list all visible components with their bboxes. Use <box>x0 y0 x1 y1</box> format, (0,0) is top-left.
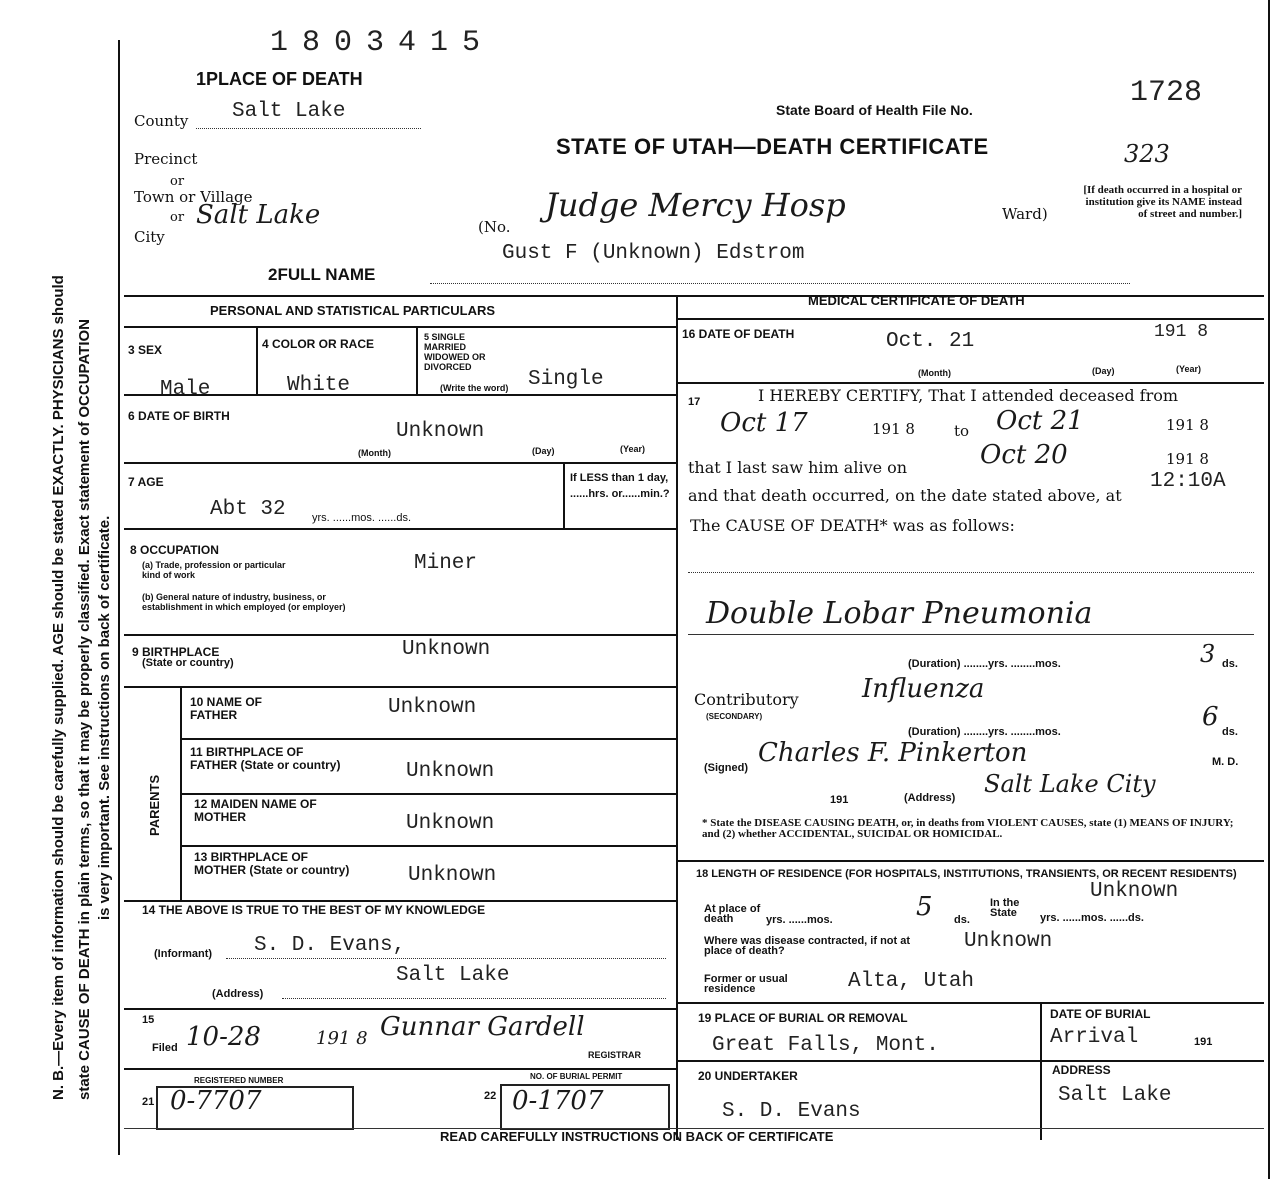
undertaker-value: S. D. Evans <box>722 1100 861 1123</box>
footnote: * State the DISEASE CAUSING DEATH, or, in deaths from VIOLENT CAUSES, state (1) MEANS OF INJURY; and (2) whether ACCIDENTAL, SUICIDAL OR HOMICIDAL. <box>702 817 1234 840</box>
medical-heading: MEDICAL CERTIFICATE OF DEATH <box>808 293 1025 308</box>
burial-permit-box <box>500 1084 670 1130</box>
col-line <box>563 462 565 528</box>
row-line <box>180 845 676 847</box>
signed-label: (Signed) <box>704 762 748 774</box>
marital-note: (Write the word) <box>440 383 509 393</box>
right-border <box>1268 0 1270 1179</box>
col-line <box>256 326 258 395</box>
place-ds: ds. <box>954 914 970 926</box>
cause-value: Double Lobar Pneumonia <box>706 596 1093 631</box>
row-line <box>124 686 676 688</box>
board-label: State Board of Health File No. <box>776 102 973 118</box>
occupation-value: Miner <box>414 552 478 575</box>
time-value: 12:10A <box>1150 470 1226 493</box>
row-line <box>676 860 1264 862</box>
file-no: 1728 <box>1130 76 1203 110</box>
birthplace-sub: (State or country) <box>142 657 234 669</box>
or-2: or <box>170 210 185 225</box>
address-year: 191 <box>830 794 849 806</box>
undertaker-address-label: ADDRESS <box>1052 1063 1111 1077</box>
dob-value: Unknown <box>396 420 485 443</box>
row-line <box>676 1060 1264 1062</box>
side-note-2: state CAUSE OF DEATH in plain terms, so that it may be properly classified. Exact statement of OCCUPATION <box>76 319 93 1100</box>
cause-label: The CAUSE OF DEATH* was as follows: <box>690 516 1015 535</box>
duration-label: (Duration) ........yrs. ........mos. <box>908 658 1061 670</box>
medical-address-value: Salt Lake City <box>984 770 1156 798</box>
ds-2: ds. <box>1222 726 1238 738</box>
row-line <box>124 1008 676 1010</box>
row-line <box>124 1068 676 1070</box>
duration-days: 3 <box>1200 640 1216 668</box>
dob-year: (Year) <box>620 444 646 454</box>
color-value: White <box>287 374 351 397</box>
father-name-value: Unknown <box>388 696 477 719</box>
row-line <box>124 394 676 396</box>
dob-month: (Month) <box>358 448 391 458</box>
md-label: M. D. <box>1212 756 1239 768</box>
informant-label: (Informant) <box>154 948 213 960</box>
informant-line <box>226 958 666 959</box>
attended-from-year: 191 8 <box>872 420 915 438</box>
file-stamp: 1803415 <box>270 26 495 60</box>
certify-text: I HEREBY CERTIFY, That I attended deceased from <box>758 386 1179 405</box>
col-line <box>1040 1002 1042 1140</box>
row-line <box>180 793 676 795</box>
row-line <box>124 528 676 530</box>
last-saw-value: Oct 20 <box>980 440 1068 470</box>
side-note-1: N. B.—Every item of information should be carefully supplied. AGE should be stated EXACTLY. PHYSICIANS should <box>50 275 67 1100</box>
county-label: County <box>134 112 189 130</box>
ward-label: Ward) <box>1002 205 1048 223</box>
father-bp-label: 11 BIRTHPLACE OF FATHER (State or country) <box>190 745 341 772</box>
state-label: In the State <box>990 897 1020 919</box>
less-than: If LESS than 1 day, ......hrs. or......min.? <box>570 472 670 500</box>
town-label: Town or Village <box>134 188 253 206</box>
dod-day: (Day) <box>1092 366 1115 376</box>
undertaker-address-value: Salt Lake <box>1058 1084 1172 1107</box>
marital-value: Single <box>528 368 604 391</box>
dod-yr: (Year) <box>1176 364 1202 374</box>
attended-to: Oct 21 <box>996 406 1084 436</box>
former-label: Former or usual residence <box>704 973 788 995</box>
no-label: (No. <box>478 218 511 236</box>
mother-name-label: 12 MAIDEN NAME OF MOTHER <box>194 797 317 824</box>
name-line <box>430 283 1130 284</box>
filed-label: Filed <box>152 1042 178 1054</box>
registrar-signature: Gunnar Gardell <box>380 1012 585 1042</box>
burial-permit-value: 0-1707 <box>512 1086 604 1116</box>
cause-underline <box>688 634 1254 635</box>
age-label: 7 AGE <box>128 475 164 489</box>
birthplace-value: Unknown <box>402 638 491 661</box>
registered-number-box <box>156 1086 354 1130</box>
contracted-label: Where was disease contracted, if not at place of death? <box>704 935 911 957</box>
registered-number-value: 0-7707 <box>170 1086 262 1116</box>
side-note-3: is very important. See instructions on back of certificate. <box>96 515 113 920</box>
address-label: (Address) <box>212 988 264 1000</box>
secondary-label: (SECONDARY) <box>706 712 763 721</box>
dod-year: 191 8 <box>1154 322 1209 342</box>
sex-value: Male <box>160 378 211 401</box>
marital-label: 5 SINGLE MARRIED WIDOWED OR DIVORCED <box>424 332 486 372</box>
occurred-text: and that death occurred, on the date stated above, at <box>688 486 1122 505</box>
place-days: 5 <box>916 892 933 922</box>
dod-value: Oct. 21 <box>886 330 975 353</box>
hospital-note: [If death occurred in a hospital or institution give its NAME instead of street and number.] <box>1083 184 1242 220</box>
contributory-value: Influenza <box>862 674 985 704</box>
row-line <box>676 382 1264 384</box>
personal-heading: PERSONAL AND STATISTICAL PARTICULARS <box>210 303 496 318</box>
filed-num: 15 <box>142 1014 155 1026</box>
attended-from: Oct 17 <box>720 408 808 438</box>
state-units: yrs. ......mos. ......ds. <box>1040 912 1144 924</box>
burial-date-value: Arrival <box>1050 1026 1139 1049</box>
filed-year: 191 8 <box>316 1028 368 1049</box>
title: STATE OF UTAH—DEATH CERTIFICATE <box>556 134 989 159</box>
burial-permit-label: NO. OF BURIAL PERMIT <box>530 1072 623 1081</box>
county-value: Salt Lake <box>232 100 346 123</box>
to-label: to <box>954 422 970 440</box>
row-line <box>676 318 1264 320</box>
state-value: Unknown <box>1090 880 1179 903</box>
residence-label: 18 LENGTH OF RESIDENCE (FOR HOSPITALS, INSTITUTIONS, TRANSIENTS, OR RECENT RESIDENTS) <box>696 868 1237 880</box>
duration2-days: 6 <box>1202 702 1219 732</box>
dob-label: 6 DATE OF BIRTH <box>128 409 230 423</box>
row-line <box>124 900 676 902</box>
footer: READ CAREFULLY INSTRUCTIONS ON BACK OF CERTIFICATE <box>440 1129 834 1144</box>
row-line <box>676 1002 1264 1004</box>
dod-month: (Month) <box>918 368 951 378</box>
informant-value: S. D. Evans, <box>254 934 406 957</box>
address-value: Salt Lake <box>396 964 510 987</box>
dod-label: 16 DATE OF DEATH <box>682 327 795 341</box>
contributory-label: Contributory <box>694 690 799 709</box>
attended-to-year: 191 8 <box>1166 416 1209 434</box>
duration-label-2: (Duration) ........yrs. ........mos. <box>908 726 1061 738</box>
father-name-label: 10 NAME OF FATHER <box>190 695 263 722</box>
city-label: City <box>134 228 165 246</box>
mother-bp-label: 13 BIRTHPLACE OF MOTHER (State or country) <box>194 850 350 877</box>
row-line <box>124 634 676 636</box>
parents-label: PARENTS <box>147 774 162 836</box>
undertaker-label: 20 UNDERTAKER <box>698 1069 798 1083</box>
registered-number-label: REGISTERED NUMBER <box>194 1076 284 1085</box>
burial-date-year: 191 <box>1194 1036 1213 1048</box>
occ-b: (b) General nature of industry, business, or establishment in which employed (or employer) <box>142 592 346 612</box>
age-units: yrs. ......mos. ......ds. <box>312 512 412 524</box>
certify-num: 17 <box>688 396 701 408</box>
occupation-label: 8 OCCUPATION <box>130 543 219 557</box>
age-value: Abt 32 <box>210 498 286 521</box>
or-1: or <box>170 174 185 189</box>
left-border <box>118 40 120 1155</box>
burial-permit-prefix: 22 <box>484 1090 497 1102</box>
occ-a: (a) Trade, profession or particular kind of work <box>142 560 286 580</box>
hospital-value: Judge Mercy Hosp <box>545 186 846 224</box>
table-middle <box>676 295 678 1140</box>
registrar-label: REGISTRAR <box>588 1050 642 1060</box>
reg-no: 323 <box>1124 140 1170 168</box>
mother-name-value: Unknown <box>406 812 495 835</box>
last-saw-year: 191 8 <box>1166 450 1209 468</box>
burial-place-label: 19 PLACE OF BURIAL OR REMOVAL <box>698 1011 908 1025</box>
full-name-value: Gust F (Unknown) Edstrom <box>502 242 805 265</box>
col-line <box>416 326 418 395</box>
dob-day: (Day) <box>532 446 555 456</box>
ds-1: ds. <box>1222 658 1238 670</box>
registered-number-prefix: 21 <box>142 1096 155 1108</box>
true-label: 14 THE ABOVE IS TRUE TO THE BEST OF MY KNOWLEDGE <box>142 903 486 917</box>
row-line <box>124 326 676 328</box>
row-line <box>124 462 676 464</box>
mother-bp-value: Unknown <box>408 864 497 887</box>
sex-label: 3 SEX <box>128 343 163 357</box>
place-of-death-label: 1PLACE OF DEATH <box>196 69 363 89</box>
table-top <box>124 295 1264 297</box>
last-saw-text: that I last saw him alive on <box>688 458 908 477</box>
address-line <box>282 998 666 999</box>
full-name-label: 2FULL NAME <box>268 265 376 284</box>
city-value: Salt Lake <box>196 200 321 230</box>
birthplace-label: 9 BIRTHPLACE <box>132 645 220 659</box>
county-line <box>196 128 421 129</box>
filed-value: 10-28 <box>186 1022 261 1052</box>
father-bp-value: Unknown <box>406 760 495 783</box>
former-value: Alta, Utah <box>848 970 975 993</box>
cause-line <box>688 572 1254 573</box>
color-label: 4 COLOR OR RACE <box>262 337 375 351</box>
place-units: yrs. ......mos. <box>766 914 833 926</box>
medical-address-label: (Address) <box>904 792 956 804</box>
burial-place-value: Great Falls, Mont. <box>712 1034 939 1057</box>
contracted-value: Unknown <box>964 930 1053 953</box>
row-line <box>180 738 676 740</box>
place-label: At place of death <box>704 903 761 925</box>
precinct-label: Precinct <box>134 150 198 168</box>
signed-value: Charles F. Pinkerton <box>758 738 1028 768</box>
burial-date-label: DATE OF BURIAL <box>1050 1007 1151 1021</box>
